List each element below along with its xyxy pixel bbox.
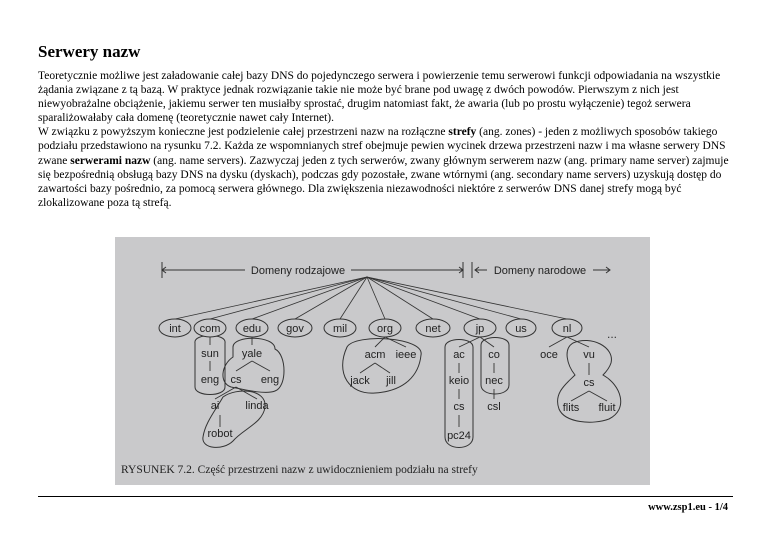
paragraph-2-part-1: W związku z powyższym konieczne jest podzielenie całej przestrzeni nazw na rozłączne [38,126,449,139]
tree-node-label-jp: jp [475,323,485,335]
tree-node-label-robot: robot [207,428,233,440]
tree-node-label-eng1: eng [200,374,220,386]
generic-domains-label: Domeny rodzajowe [250,265,346,277]
paragraph-2-part-3: (ang. name servers). Zazwyczaj jeden z tych serwerów, zwany głównym serwerem nazw (ang. primary name server) zajmuje się bezpośrednią obsługą bazy DNS na dysku (dyskach), podczas gdy pozostałe, zwane wtórnymi (ang. secondary name servers) uzyskują dostęp do zawartości bazy pośrednio, za pomocą serwera głównego. Dla zwiększenia niezawodności niektóre z serwerów DNS danej strefy mogą być zlokalizowane poza tą strefą. [38,154,729,209]
body-text [38,69,738,210]
tree-node-label-yale: yale [241,348,263,360]
tree-node-label-jill: jill [386,375,396,387]
footer-page-info: www.zsp1.eu - 1/4 [648,502,728,513]
tree-node-label-vu: vu [583,349,595,361]
page-title: Serwery nazw [38,42,141,61]
tree-node-label-keio: keio [448,375,470,387]
tree-node-label-com: com [199,323,221,335]
tree-node-label-linda: linda [245,400,269,412]
tree-node-label-ac: ac [453,349,465,361]
term-serwery-nazw: serwerami nazw [70,154,151,167]
tree-node-label-csl: csl [487,401,501,413]
tree-node-label-net: net [425,323,441,335]
paragraph-2 [38,125,738,210]
tree-node-label-ieee: ieee [395,349,417,361]
term-strefy: strefy [448,126,477,139]
tree-node-label-acm: acm [364,349,386,361]
tree-node-label-gov: gov [286,323,304,335]
tree-node-label-co: co [488,349,500,361]
tree-node-label-ai: ai [210,400,220,412]
tree-node-label-edu: edu [242,323,262,335]
root-edges [175,277,567,319]
tree-node-label-eng2: eng [260,374,280,386]
tree-node-label-org: org [377,323,393,335]
tree-node-label-cs-vu: cs [583,377,595,389]
tree-node-label-nl: nl [562,323,572,335]
tree-node-label-cs-keio: cs [453,401,465,413]
tree-node-label-cs-yale: cs [230,374,242,386]
dns-tree-diagram [115,237,650,485]
figure-caption: RYSUNEK 7.2. Część przestrzeni nazw z uwidocznieniem podziału na strefy [121,464,478,476]
dns-tree-figure [115,237,650,485]
tree-node-label-int: int [169,323,181,335]
tree-node-label-pc24: pc24 [447,430,471,442]
country-domains-label: Domeny narodowe [493,265,587,277]
tree-node-label-oce: oce [540,349,558,361]
tree-node-label-mil: mil [332,323,348,335]
tree-node-label-flits: flits [562,402,580,414]
tree-node-label-sun: sun [201,348,219,360]
paragraph-1: Teoretycznie możliwe jest załadowanie całej bazy DNS do pojedynczego serwera i powierzenie temu serwerowi funkcji odpowiadania na wszystkie żądania związane z tą bazą. W praktyce jednak rozwiązanie takie nie może być brane pod uwagę z dwóch powodów. Pierwszym z nich jest niewyobrażalne obciążenie, jakiemu serwer ten musiałby sprostać, drugim natomiast fakt, że awaria (lub po prostu wyłączenie) tegoż serwera sparaliżowałaby cała domenę (teoretycznie nawet cały Internet). [38,70,721,125]
tree-node-label-fluit: fluit [598,402,616,414]
tree-node-label-us: us [515,323,527,335]
ellipsis-text: ... [607,327,618,341]
node-layer [159,319,616,442]
paragraph-2-part-2: (ang. zones) - jeden z możliwych sposobów takiego podziału przedstawiono na rysunku 7.2. Każda ze wspomnianych stref obejmuje pewien wycinek drzewa przestrzeni nazw i ma własne serwery DNS zwane [38,126,726,167]
footer-rule [38,496,733,497]
tree-node-label-nec: nec [485,375,503,387]
tree-node-label-jack: jack [350,375,370,387]
